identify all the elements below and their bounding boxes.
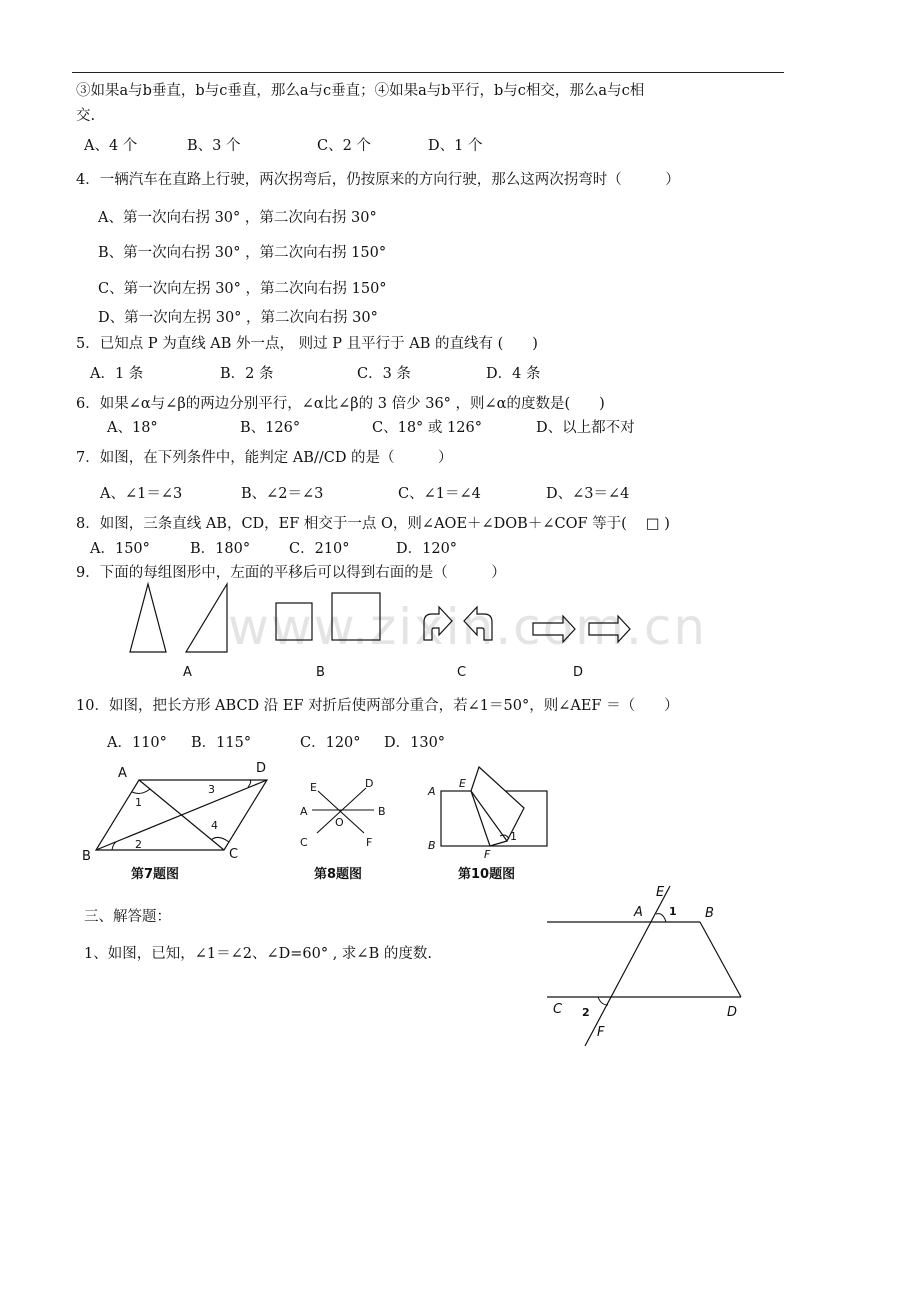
q3-option-a: A、4 个 — [84, 138, 138, 154]
fig7-caption: 第7题图 — [131, 867, 180, 882]
q4-stem: 4．一辆汽车在直路上行驶，两次拐弯后，仍按原来的方向行驶，那么这两次拐弯时（ ） — [76, 172, 680, 188]
solve-line-bd — [700, 922, 741, 997]
solve-label-c: C — [553, 1002, 563, 1017]
q4-option-a: A、第一次向右拐 30° ，第二次向右拐 30° — [98, 210, 377, 226]
q5-option-b: B．2 条 — [220, 366, 274, 382]
fig7-angle-2: 2 — [135, 838, 142, 851]
q5-option-c: C．3 条 — [357, 366, 411, 382]
q10-option-c: C．120° — [300, 735, 361, 751]
q7-option-c: C、∠1＝∠4 — [398, 486, 481, 502]
fig8-label-c: C — [300, 836, 308, 849]
q3-option-c: C、2 个 — [317, 138, 371, 154]
fig10-label-e: E — [459, 777, 466, 790]
fig10-angle-1: 1 — [510, 830, 517, 843]
q5-option-a: A．1 条 — [90, 366, 144, 382]
fig10-label-f: F — [484, 848, 491, 861]
solve-angle-2: 2 — [582, 1006, 590, 1019]
fig7-label-c: C — [229, 847, 239, 862]
fig7-angle-3: 3 — [208, 783, 215, 796]
solve-arc-2 — [598, 997, 608, 1005]
fig8-caption: 第8题图 — [314, 867, 363, 882]
q10-option-d: D．130° — [384, 735, 446, 751]
q10-option-a: A．110° — [107, 735, 167, 751]
q8-option-c: C．210° — [289, 541, 350, 557]
q7-option-b: B、∠2＝∠3 — [241, 486, 324, 502]
q8-stem: 8．如图，三条直线 AB，CD，EF 相交于一点 O，则∠AOE＋∠DOB＋∠COF 等于( □ ) — [76, 516, 670, 532]
q10-stem: 10．如图，把长方形 ABCD 沿 EF 对折后使两部分重合，若∠1＝50°，则∠AEF ＝（ ） — [76, 698, 679, 714]
q4-option-d: D、第一次向左拐 30° ，第二次向右拐 30° — [98, 310, 378, 326]
fig10-label-b: B — [428, 839, 436, 852]
q7-option-a: A、∠1＝∠3 — [100, 486, 183, 502]
q6-stem: 6．如果∠α与∠β的两边分别平行，∠α比∠β的 3 倍少 36° ，则∠α的度数是( ) — [76, 396, 605, 412]
q9-label-a: A — [183, 665, 192, 680]
fig7-label-b: B — [82, 849, 91, 864]
q6-option-c: C、18° 或 126° — [372, 420, 482, 436]
solve-label-e: E — [656, 885, 665, 900]
q7-option-d: D、∠3＝∠4 — [546, 486, 630, 502]
q10-option-b: B．115° — [191, 735, 252, 751]
q3-option-d: D、1 个 — [428, 138, 483, 154]
q9-label-c: C — [457, 665, 467, 680]
fig7-label-d: D — [256, 761, 267, 776]
q7-stem: 7．如图，在下列条件中，能判定 AB//CD 的是（ ） — [76, 450, 453, 466]
fig8-label-a: A — [300, 805, 308, 818]
q8-option-b: B．180° — [190, 541, 251, 557]
q5-stem: 5．已知点 P 为直线 AB 外一点， 则过 P 且平行于 AB 的直线有 ( ) — [76, 336, 538, 352]
q5-option-d: D．4 条 — [486, 366, 541, 382]
fig7-angle-1: 1 — [135, 796, 142, 809]
solve-label-f: F — [597, 1025, 605, 1040]
q8-option-a: A．150° — [90, 541, 150, 557]
watermark: www.zixin.com.cn — [228, 598, 708, 656]
fig7-angle-4: 4 — [211, 819, 218, 832]
fig8-label-d: D — [365, 777, 374, 790]
q9-label-d: D — [573, 665, 584, 680]
solve-angle-1: 1 — [669, 905, 677, 918]
fig8-label-b: B — [378, 805, 386, 818]
fig8-label-o: O — [335, 816, 344, 829]
q3-option-b: B、3 个 — [187, 138, 241, 154]
section3-q1: 1、如图，已知，∠1＝∠2、∠D=60° , 求∠B 的度数. — [84, 946, 432, 962]
q8-option-d: D．120° — [396, 541, 458, 557]
section3-title: 三、解答题： — [84, 909, 171, 925]
q6-option-b: B、126° — [240, 420, 301, 436]
q3-line1: ③如果a与b垂直，b与c垂直，那么a与c垂直；④如果a与b平行，b与c相交，那么a与c相 — [76, 83, 645, 99]
q4-option-b: B、第一次向右拐 30° ，第二次向右拐 150° — [98, 245, 387, 261]
solve-label-d: D — [727, 1005, 738, 1020]
q9-label-b: B — [316, 665, 325, 680]
solve-label-b: B — [705, 906, 714, 921]
q6-option-a: A、18° — [107, 420, 158, 436]
fig7-label-a: A — [118, 766, 127, 781]
q3-line2: 交. — [76, 108, 96, 124]
solve-label-a: A — [634, 905, 643, 920]
solve-arc-1 — [656, 914, 666, 922]
q9-stem: 9．下面的每组图形中，左面的平移后可以得到右面的是（ ） — [76, 565, 506, 581]
fig10-caption: 第10题图 — [458, 867, 516, 882]
solve-line-ef — [585, 886, 670, 1046]
fig8-label-f: F — [366, 836, 373, 849]
q6-option-d: D、以上都不对 — [536, 420, 635, 436]
q4-option-c: C、第一次向左拐 30° ，第二次向右拐 150° — [98, 281, 387, 297]
fig10-label-a: A — [428, 785, 436, 798]
fig8-label-e: E — [310, 781, 317, 794]
